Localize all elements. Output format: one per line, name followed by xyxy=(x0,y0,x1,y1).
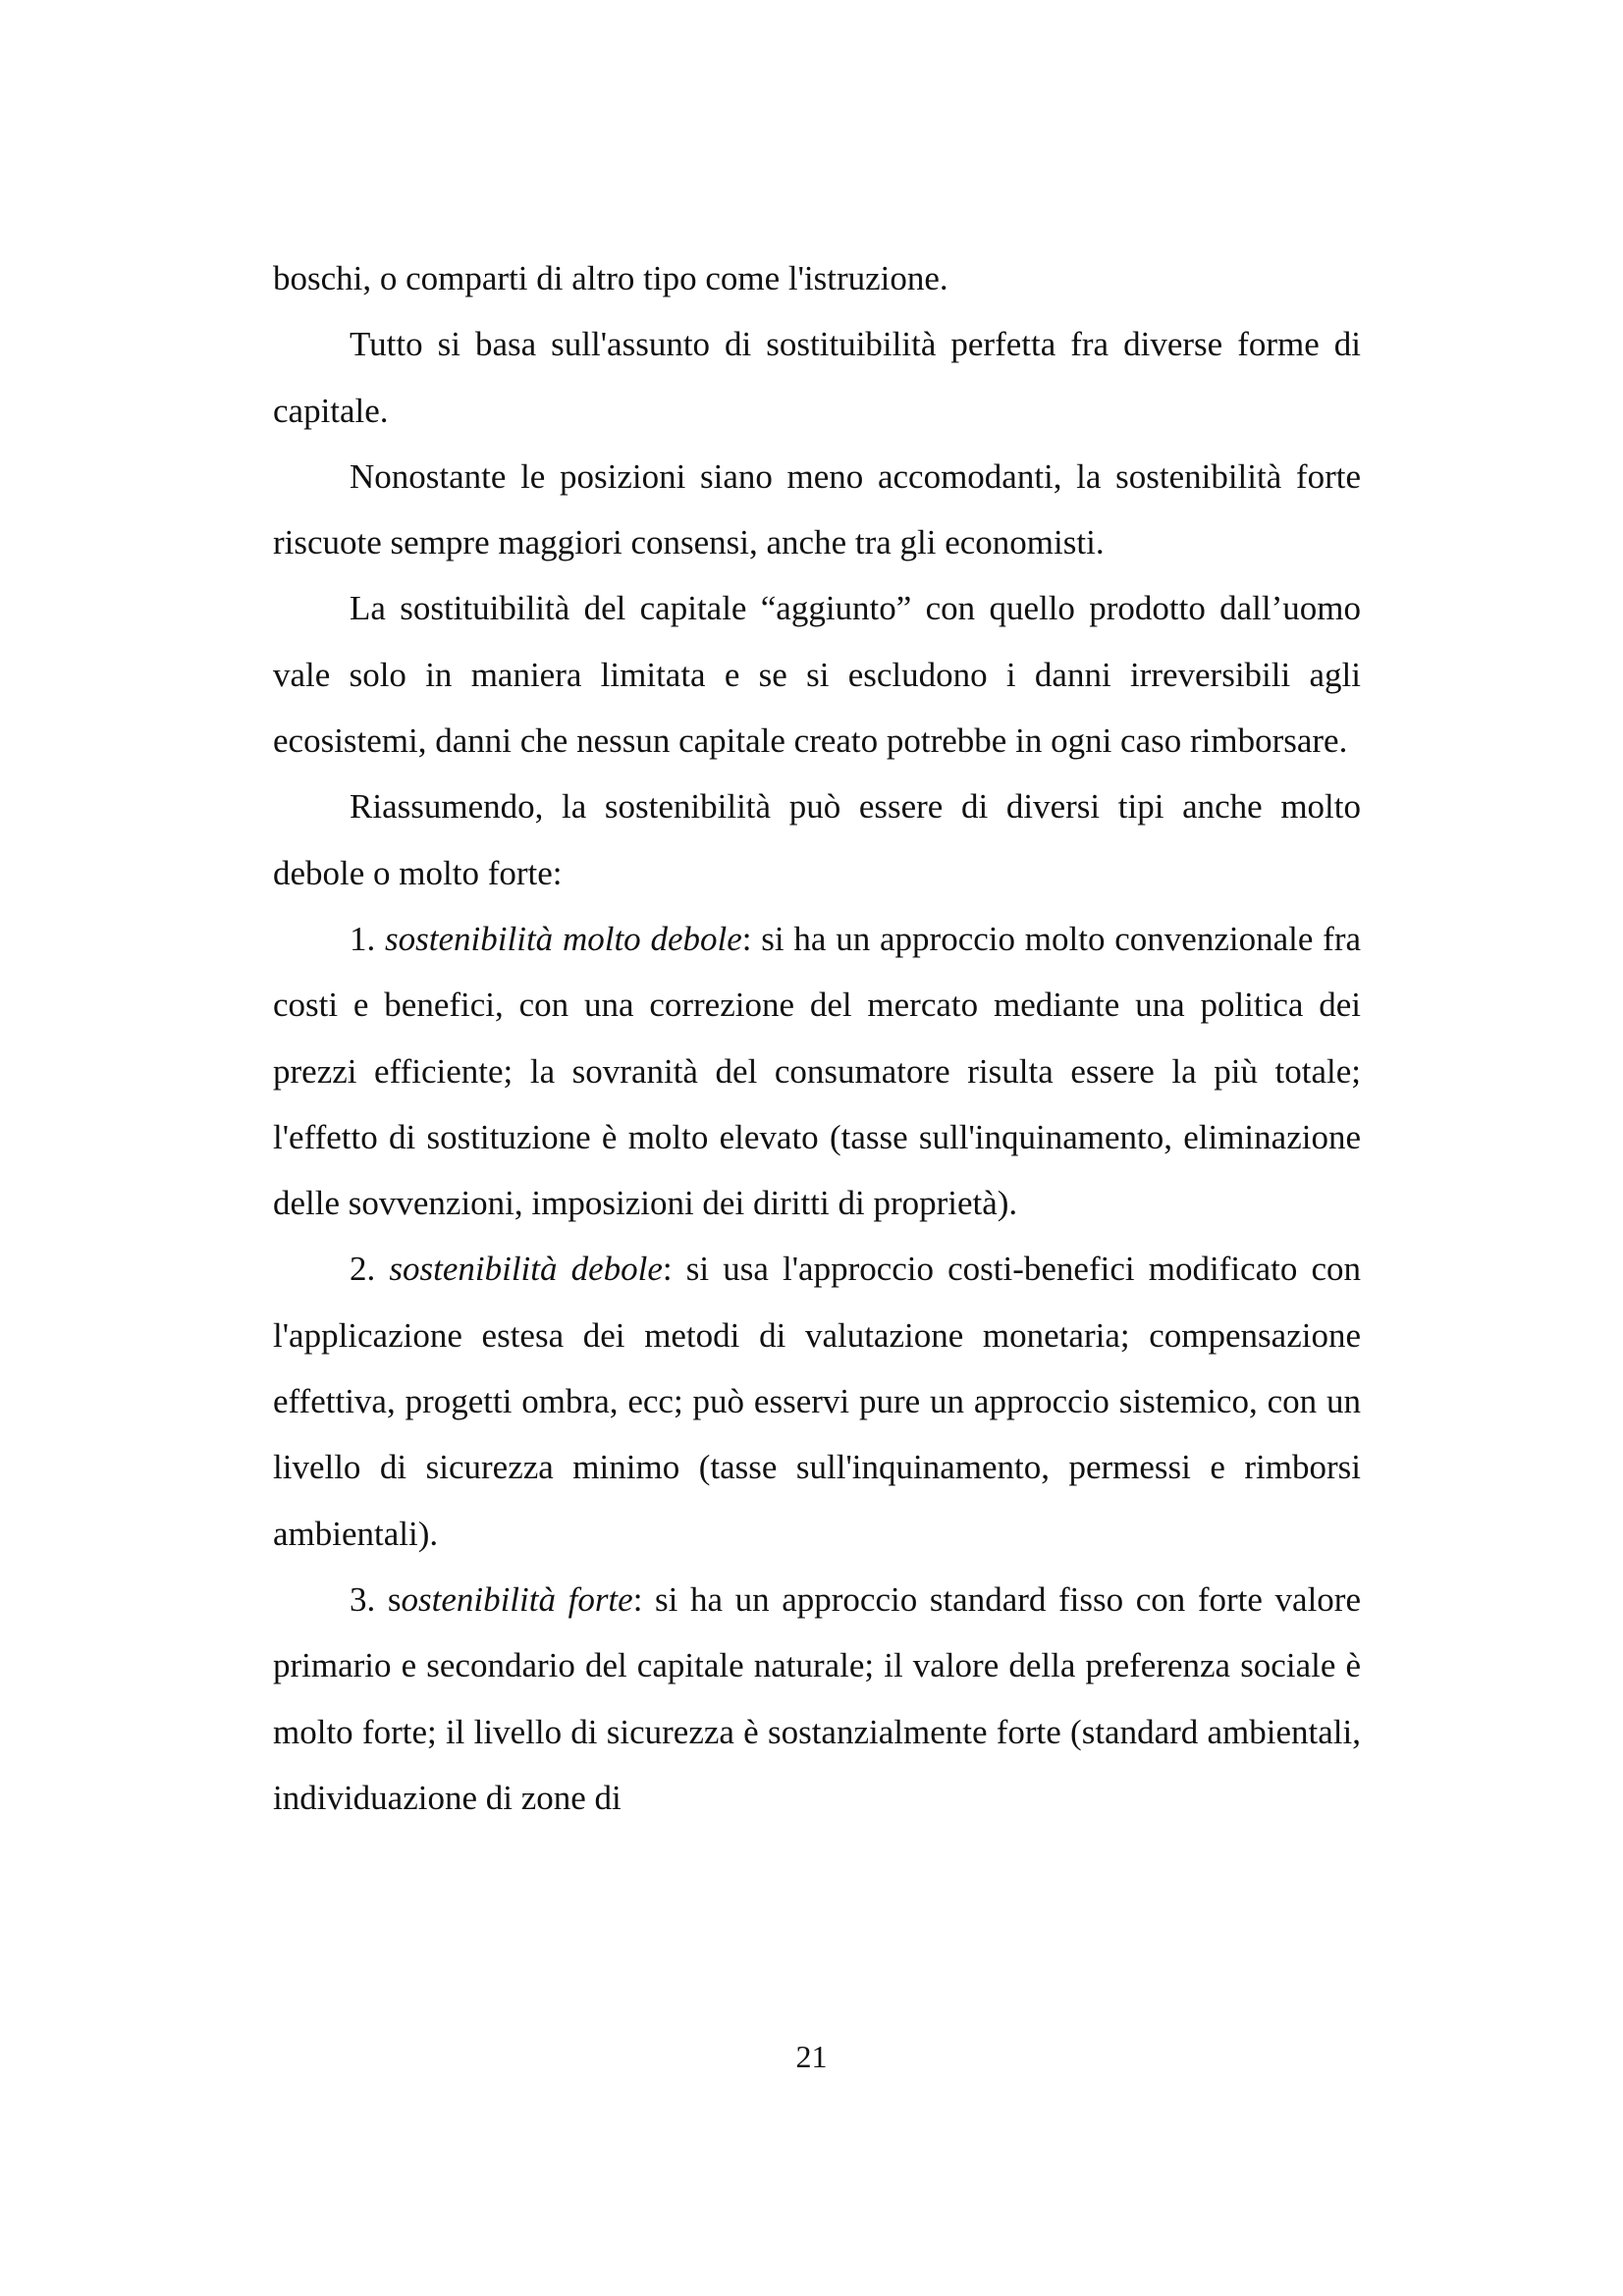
list-item-strong xyxy=(273,1567,1361,1831)
paragraph-substitutability: Tutto si basa sull'assunto di sostituibilità perfetta fra diverse forme di capitale. xyxy=(273,325,1361,430)
paragraph-continuation: boschi, o comparti di altro tipo come l'istruzione. xyxy=(273,259,948,297)
list-item-very-weak xyxy=(273,906,1361,1236)
list-item-weak xyxy=(273,1236,1361,1566)
body-text xyxy=(273,245,1361,1831)
list-item-term: sostenibilità debole xyxy=(389,1250,663,1289)
list-item-term: sostenibilità molto debole xyxy=(385,919,742,958)
list-item-prefix: 3. s xyxy=(350,1579,402,1619)
paragraph-added-capital: La sostituibilità del capitale “aggiunto” con quello prodotto dall’uomo vale solo in maniera limitata e se si escludono i danni irreversibili agli ecosistemi, danni che nessun capitale creato potrebbe in ogni caso rimborsare. xyxy=(273,589,1361,761)
paragraph-strong-sustainability: Nonostante le posizioni siano meno accomodanti, la sostenibilità forte riscuote sempre maggiori consensi, anche tra gli economisti. xyxy=(273,456,1361,562)
list-item-term: ostenibilità forte xyxy=(401,1579,633,1619)
list-item-prefix: 1. xyxy=(350,919,386,958)
paragraph-summary: Riassumendo, la sostenibilità può essere di diversi tipi anche molto debole o molto forte: xyxy=(273,787,1361,892)
page-number: 21 xyxy=(795,2039,828,2074)
list-item-prefix: 2. xyxy=(350,1250,390,1289)
list-item-text: : si ha un approccio standard fisso con forte valore primario e secondario del capitale naturale; il valore della preferenza sociale è molto forte; il livello di sicurezza è sostanzialmente forte (standard ambientali, individuazione di zone di xyxy=(273,1579,1361,1817)
list-item-text: : si usa l'approccio costi-benefici modificato con l'applicazione estesa dei metodi di valutazione monetaria; compensazione effettiva, progetti ombra, ecc; può esservi pure un approccio sistemico, con un livello di sicurezza minimo (tasse sull'inquinamento, permessi e rimborsi ambientali). xyxy=(273,1250,1361,1553)
list-item-text: : si ha un approccio molto convenzionale fra costi e benefici, con una correzione del mercato mediante una politica dei prezzi efficiente; la sovranità del consumatore risulta essere la più totale; l'effetto di sostituzione è molto elevato (tasse sull'inquinamento, eliminazione delle sovvenzioni, imposizioni dei diritti di proprietà). xyxy=(273,919,1362,1223)
